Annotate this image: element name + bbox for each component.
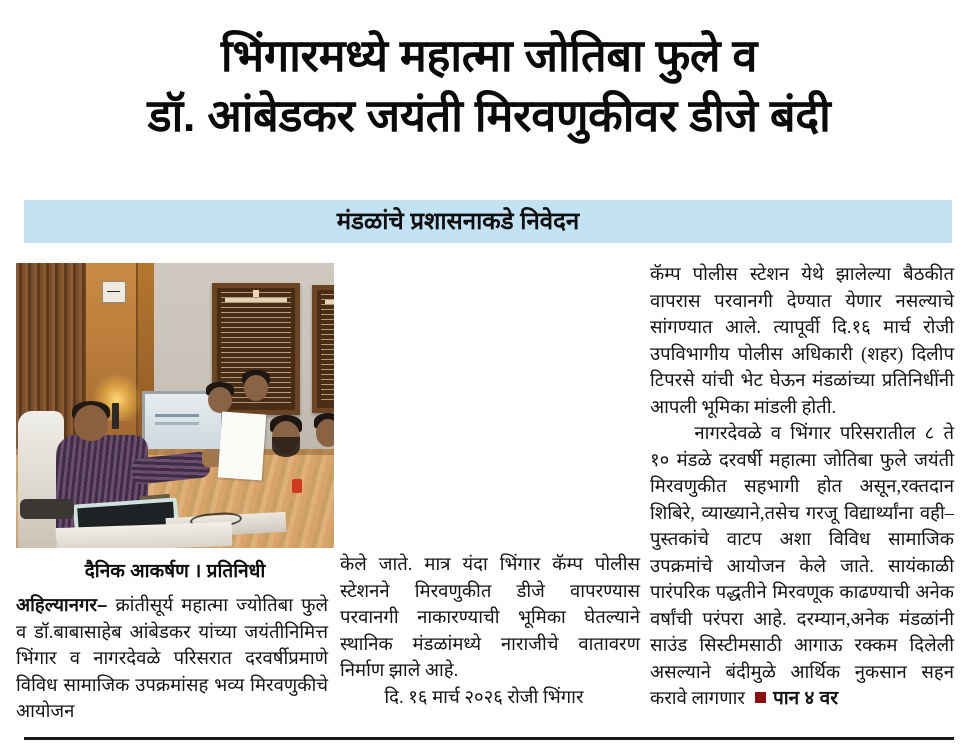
paragraph-text: नागरदेवळे व भिंगार परिसरातील ८ ते १० मंडळे दरवर्षी महात्मा जोतिबा फुले जयंती मिरवणुकीत सहभागी होत असून,रक्तदान शिबिरे, व्याख्याने,तसेच गरजू विद्यार्थ्यांना वही–पुस्तकांचे वाटप अशा विविध सामाजिक उपक्रमांचे आयोजन केले जाते. सायंकाळी पारंपरिक पद्धतीने मिरवणूक काढण्याची अनेक वर्षांची परंपरा आहे. दरम्यान,अनेक मंडळांनी साउंड सिस्टीमसाठी आगाऊ रक्कम दिलेली असल्याने बंदीमुळे आर्थिक नुकसान सहन करावे लागणार (650, 424, 954, 709)
photo-board-name-list (321, 294, 334, 404)
photo-standing-man-1-beard (272, 437, 300, 457)
photo-seated-official-head (74, 405, 108, 441)
square-bullet-icon (755, 692, 766, 703)
page-headline (24, 26, 954, 146)
headline-line-1: भिंगारमध्ये महात्मा जोतिबा फुले व (220, 30, 758, 81)
photo-wall-clock (102, 281, 126, 303)
body-column-1 (16, 592, 328, 726)
photo-standing-man-2-head (316, 419, 334, 447)
photo-standing-man-4-head (208, 387, 232, 413)
dateline: अहिल्यानगर– (16, 594, 108, 615)
paragraph (16, 592, 328, 726)
subheadline-text: मंडळांचे प्रशासनाकडे निवेदन (336, 207, 580, 235)
body-column-2 (340, 552, 640, 711)
photo-chair-armrest (20, 499, 74, 519)
body-column-3 (650, 262, 954, 713)
jump-line (745, 688, 838, 709)
photo-lamp-stem (112, 403, 119, 429)
photo-memorandum-paper (218, 412, 266, 481)
paragraph (650, 421, 954, 713)
jump-label: पान ४ वर (772, 688, 838, 709)
photo-standing-man-5-head (244, 375, 268, 401)
paragraph-text: क्रांतीसूर्य महात्मा ज्योतिबा फुले व डॉ.बाबासाहेब आंबेडकर यांच्या जयंतीनिमित्त भिंगार व नागरदेवळे परिसरात दरवर्षीप्रमाणे विविध सामाजिक उपक्रमांसह भव्य मिरवणुकीचे आयोजन (16, 596, 328, 722)
byline: दैनिक आकर्षण । प्रतिनिधी (84, 561, 266, 582)
photo-honour-board-2 (312, 285, 334, 413)
paragraph: कॅम्प पोलीस स्टेशन येथे झालेल्या बैठकीत वापरास परवानगी देण्यात येणार नसल्याचे सांगण्यात आले. त्यापूर्वी दि.१६ मार्च रोजी उपविभागीय पोलीस अधिकारी (शहर) दिलीप टिपरसे यांची भेट घेऊन मंडळांच्या प्रतिनिधींनी आपली भूमिका मांडली होती. (650, 265, 954, 418)
paragraph: दि. १६ मार्च २०२६ रोजी भिंगार (384, 687, 584, 708)
paragraph: केले जाते. मात्र यंदा भिंगार कॅम्प पोलीस स्टेशनने मिरवणुकीत डीजे वापरण्यास परवानगी नाकारण्याची भूमिका घेतल्याने स्थानिक मंडळांमध्ये नाराजीचे वातावरण निर्माण झाले आहे. (340, 555, 640, 681)
article-photo (16, 263, 334, 548)
subheadline-bar (24, 200, 952, 243)
headline-line-2: डॉ. आंबेडकर जयंती मिरवणुकीवर डीजे बंदी (147, 90, 831, 141)
photo-scene (16, 263, 334, 548)
bottom-divider (24, 737, 954, 740)
photo-wrist-band (292, 479, 302, 493)
